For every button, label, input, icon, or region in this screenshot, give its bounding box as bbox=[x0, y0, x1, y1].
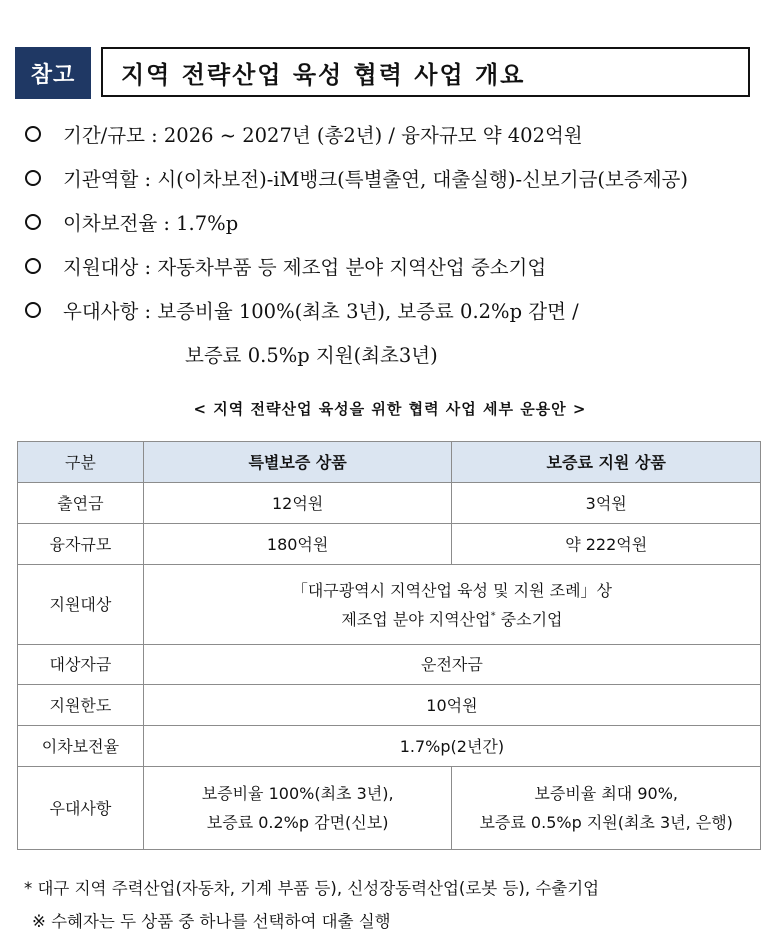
table-header-row bbox=[18, 442, 761, 483]
target-line-2-text: 제조업 분야 지역산업 bbox=[341, 609, 491, 629]
table-cell-merged: 10억원 bbox=[143, 685, 760, 726]
table-cell: 180억원 bbox=[143, 524, 452, 565]
circle-bullet-icon bbox=[25, 258, 41, 274]
table-row bbox=[18, 524, 761, 565]
row-label: 출연금 bbox=[18, 483, 144, 524]
row-label: 이차보전율 bbox=[18, 726, 144, 767]
period-scale-text: 기간/규모 : 2026 ~ 2027년 (총2년) / 융자규모 약 402억원 bbox=[63, 124, 583, 147]
section-header bbox=[15, 47, 752, 99]
list-item bbox=[25, 112, 765, 156]
list-item bbox=[25, 288, 765, 332]
agency-roles-text: 기관역할 : 시(이차보전)-iM뱅크(특별출연, 대출실행)-신보기금(보증제공) bbox=[63, 168, 688, 191]
footnote-note: ※ 수혜자는 두 상품 중 하나를 선택하여 대출 실행 bbox=[32, 911, 391, 931]
table-caption: < 지역 전략산업 육성을 위한 협력 사업 세부 운용안 > bbox=[193, 400, 587, 418]
footnotes bbox=[24, 870, 774, 936]
table-row bbox=[18, 565, 761, 645]
preferential-terms-text: 우대사항 : 보증비율 100%(최초 3년), 보증료 0.2%p 감면 / bbox=[63, 300, 579, 323]
circle-bullet-icon bbox=[25, 214, 41, 230]
interest-subsidy-text: 이차보전율 : 1.7%p bbox=[63, 212, 239, 235]
page-title: 지역 전략산업 육성 협력 사업 개요 bbox=[101, 47, 750, 97]
header-special-guarantee: 특별보증 상품 bbox=[143, 442, 452, 483]
list-item bbox=[25, 244, 765, 288]
row-label: 우대사항 bbox=[18, 767, 144, 850]
table-cell-merged bbox=[143, 565, 760, 645]
circle-bullet-icon bbox=[25, 170, 41, 186]
table-row bbox=[18, 767, 761, 850]
list-item bbox=[25, 200, 765, 244]
support-target-text: 지원대상 : 자동차부품 등 제조업 분야 지역산업 중소기업 bbox=[63, 256, 547, 279]
list-item bbox=[25, 156, 765, 200]
table-row bbox=[18, 645, 761, 685]
benefit-b-line-1: 보증비율 최대 90%, bbox=[534, 784, 678, 803]
table-cell bbox=[452, 767, 761, 850]
header-fee-support: 보증료 지원 상품 bbox=[452, 442, 761, 483]
target-line-2 bbox=[150, 605, 754, 634]
circle-bullet-icon bbox=[25, 126, 41, 142]
preferential-terms-continued: 보증료 0.5%p 지원(최초3년) bbox=[185, 344, 438, 367]
circle-bullet-icon bbox=[25, 302, 41, 318]
row-label: 융자규모 bbox=[18, 524, 144, 565]
table-cell: 3억원 bbox=[452, 483, 761, 524]
table-row bbox=[18, 483, 761, 524]
table-cell: 12억원 bbox=[143, 483, 452, 524]
program-details-table bbox=[17, 441, 761, 850]
row-label: 지원대상 bbox=[18, 565, 144, 645]
benefit-b-line-2: 보증료 0.5%p 지원(최초 3년, 은행) bbox=[479, 813, 733, 832]
table-row bbox=[18, 685, 761, 726]
row-label: 지원한도 bbox=[18, 685, 144, 726]
table-cell-merged: 운전자금 bbox=[143, 645, 760, 685]
benefit-a-line-1: 보증비율 100%(최초 3년), bbox=[201, 784, 394, 803]
table-cell-merged: 1.7%p(2년간) bbox=[143, 726, 760, 767]
header-category: 구분 bbox=[18, 442, 144, 483]
footnote-mark: * bbox=[490, 610, 496, 622]
target-line-1: 「대구광역시 지역산업 육성 및 지원 조례」상 bbox=[291, 580, 612, 600]
summary-list bbox=[25, 112, 765, 376]
footnote-industries: * 대구 지역 주력산업(자동차, 기계 부품 등), 신성장동력산업(로봇 등), 수출기업 bbox=[24, 878, 600, 898]
reference-tag: 참고 bbox=[15, 47, 91, 99]
target-line-2-end: 중소기업 bbox=[495, 609, 563, 629]
row-label: 대상자금 bbox=[18, 645, 144, 685]
table-row bbox=[18, 726, 761, 767]
benefit-a-line-2: 보증료 0.2%p 감면(신보) bbox=[206, 813, 389, 832]
list-item-continuation bbox=[25, 332, 765, 376]
table-cell: 약 222억원 bbox=[452, 524, 761, 565]
table-cell bbox=[143, 767, 452, 850]
